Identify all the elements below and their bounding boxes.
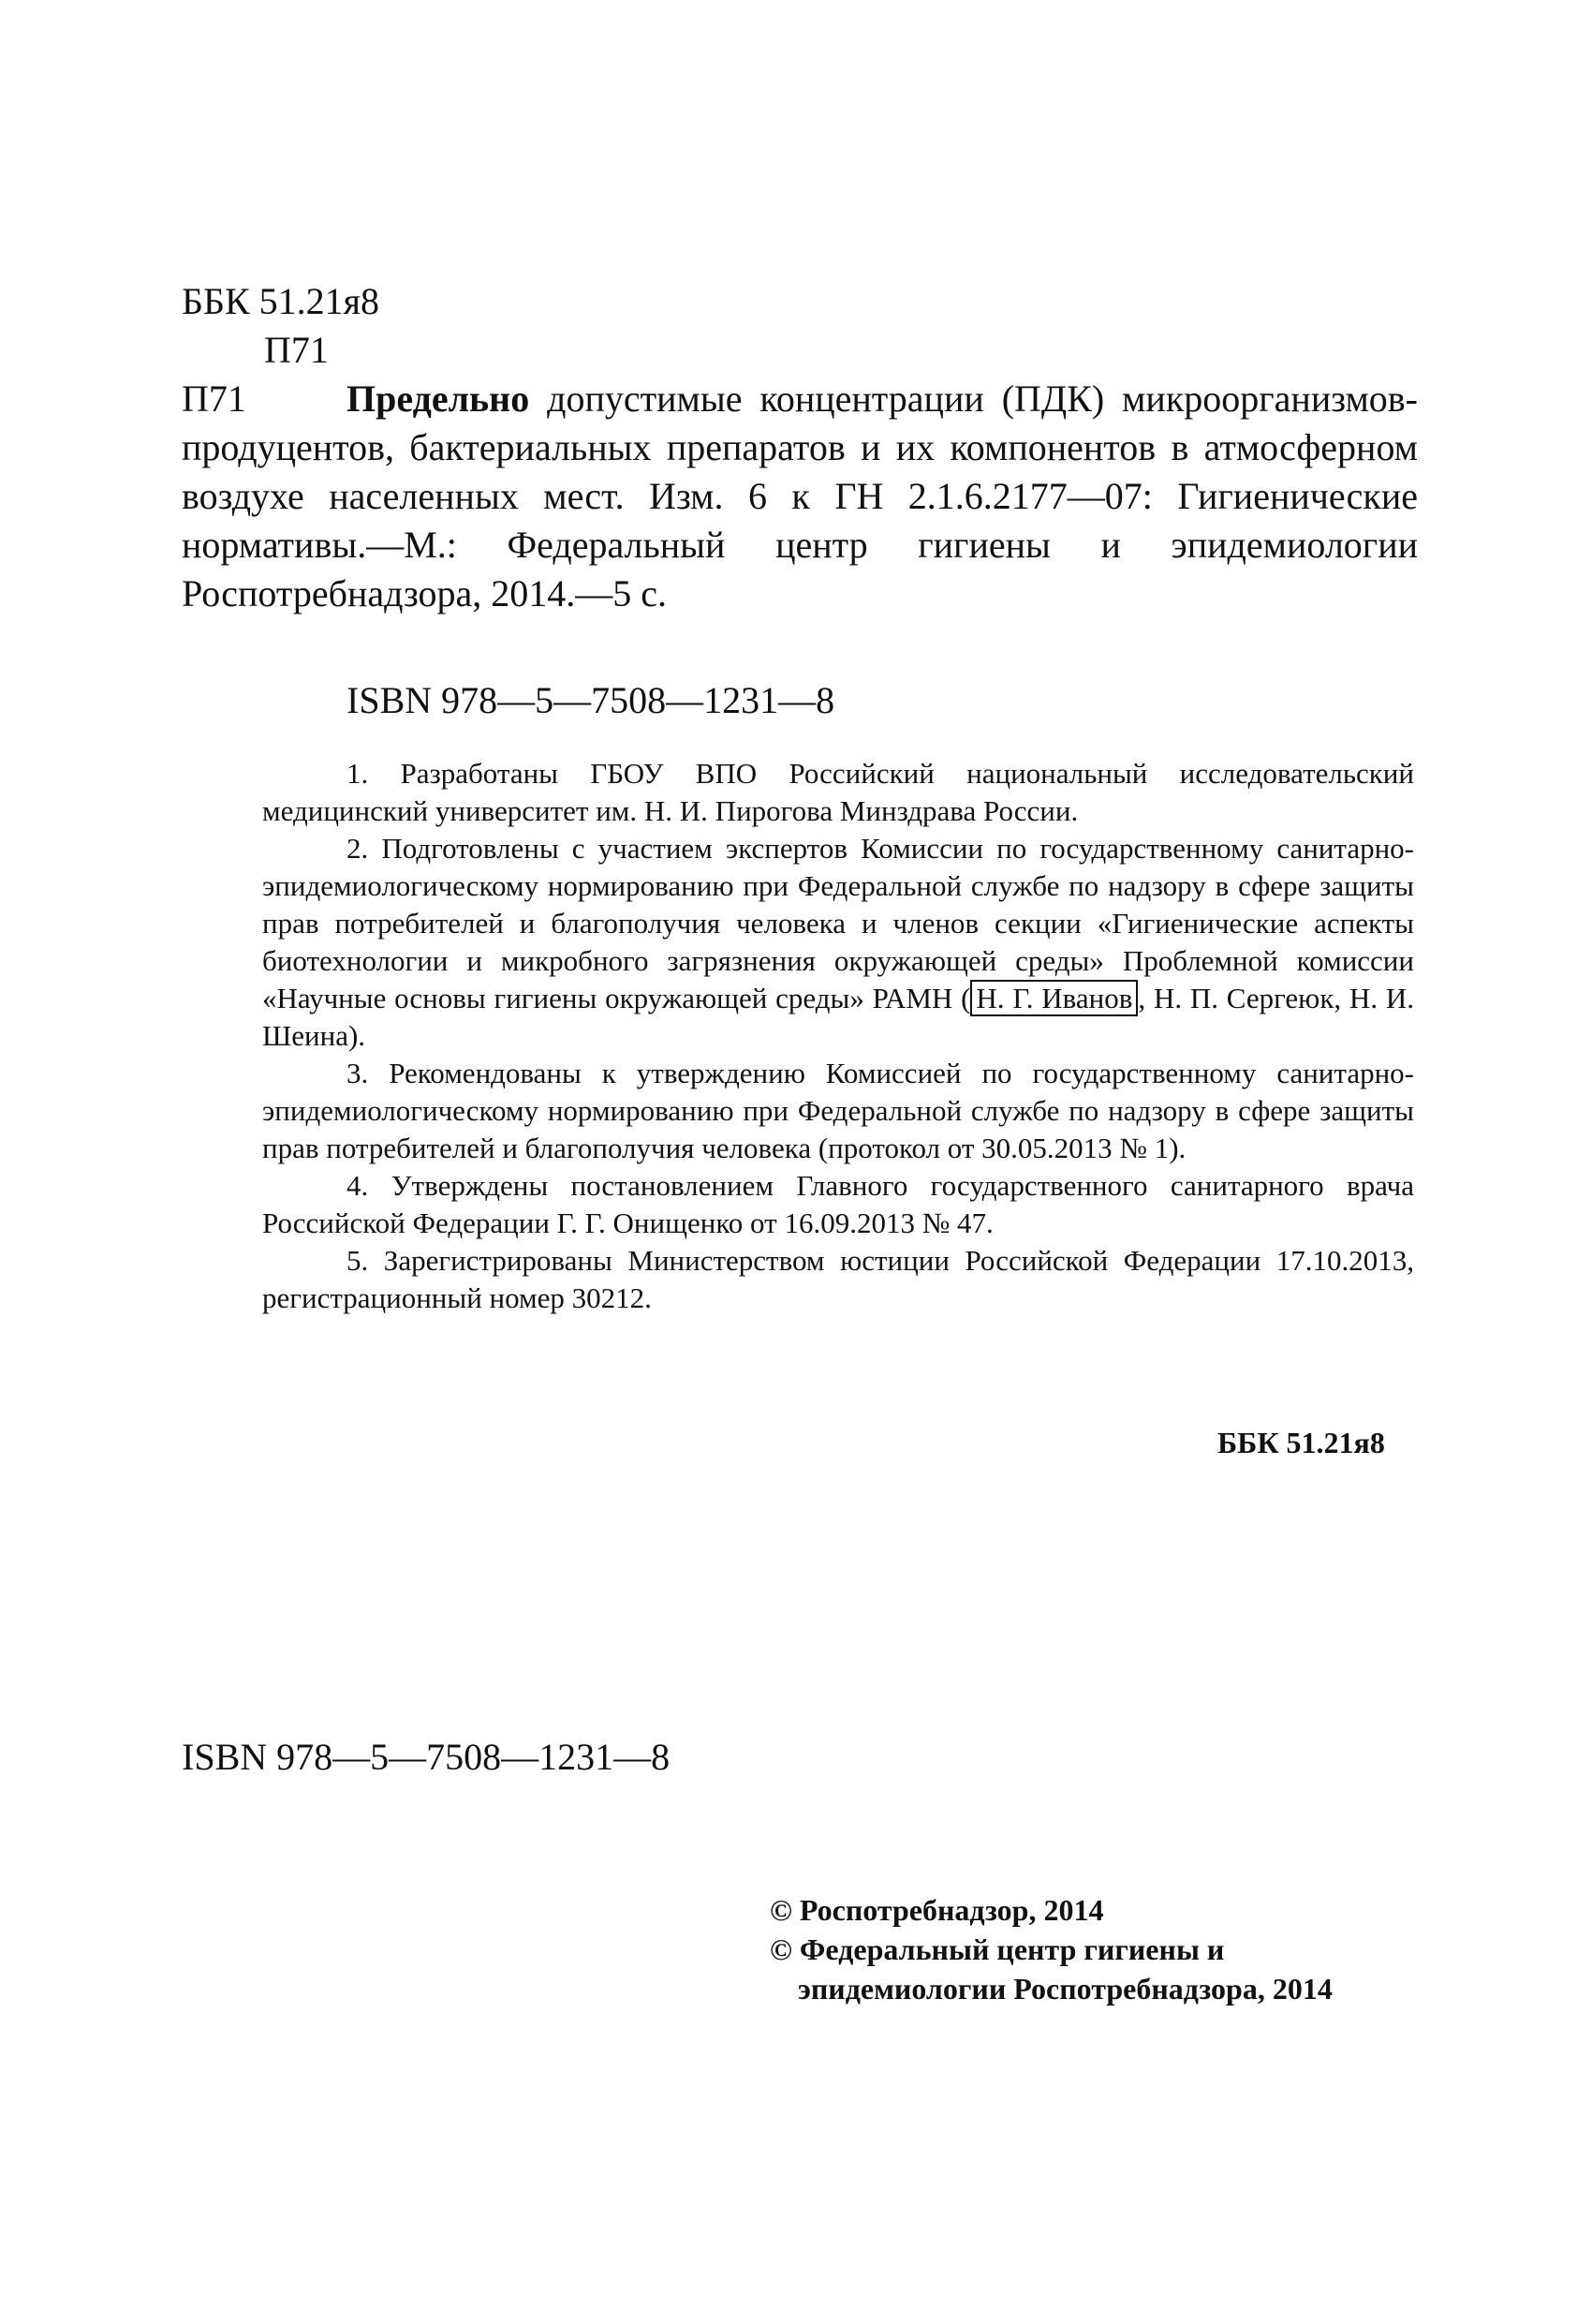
note-developed: 1. Разработаны ГБОУ ВПО Российский национальный исследовательский медицинский университет им. Н. И. Пирогова Минздрава России. [262, 757, 1414, 827]
note-registered: 5. Зарегистрированы Министерством юстиции Российской Федерации 17.10.2013, регистрационный номер 30212. [262, 1244, 1414, 1314]
note-prepared-boxed-name: Н. Г. Иванов [970, 980, 1138, 1016]
copyright-federal-center: © Федеральный центр гигиены и [770, 1932, 1225, 1966]
note-recommended: 3. Рекомендованы к утверждению Комиссией по государственному санитарно-эпидемиологическому нормированию при Федеральной службе по надзору в сфере защиты прав потребителей и благополучия человека (протокол от 30.05.2013 № 1). [262, 1057, 1414, 1164]
bbk-code: ББК 51.21я8 [182, 280, 380, 322]
copyright-block [770, 1890, 1333, 2008]
note-prepared-text: 2. Подготовлены с участием экспертов Комиссии по государственному санитарно-эпидемиологическому нормированию при Федеральной службе по надзору в сфере защиты прав потребителей и благополучия человека и членов секции «Гигиенические аспекты биотехнологии и микробного загрязнения окружающей среды» Проблемной комиссии «Научные основы гигиены окружающей среды» РАМН ( [262, 832, 1414, 1014]
publication-notes [262, 755, 1414, 1317]
entry-author-sign: П71 [182, 377, 246, 420]
isbn-bottom: ISBN 978—5—7508—1231—8 [182, 1736, 671, 1778]
copyright-rospotrebnadzor: © Роспотребнадзор, 2014 [770, 1893, 1104, 1927]
note-prepared-tail: , Н. П. Сергеюк, Н. И. Шеина). [262, 982, 1414, 1052]
bbk-classification [182, 277, 379, 375]
entry-lead-word: Предельно [346, 377, 530, 420]
note-prepared [262, 830, 1414, 1055]
note-approved: 4. Утверждены постановлением Главного государственного санитарного врача Российской Федерации Г. Г. Онищенко от 16.09.2013 № 47. [262, 1169, 1414, 1239]
isbn-main: ISBN 978—5—7508—1231—8 [346, 679, 835, 721]
entry-body: допустимые концентрации (ПДК) микроорганизмов-продуцентов, бактериальных препаратов и их компонентов в атмосферном воздухе населенных мест. Изм. 6 к ГН 2.1.6.2177—07: Гигиенические нормативы.—М.: Федеральный центр гигиены и эпидемиологии Роспотребнадзора, 2014.—5 с. [182, 377, 1418, 614]
bibliographic-entry [182, 375, 1418, 618]
copyright-federal-center-cont: эпидемиологии Роспотребнадзора, 2014 [798, 1972, 1333, 2006]
author-sign: П71 [264, 329, 329, 371]
entry-description [182, 375, 1418, 618]
bbk-code-bottom: ББК 51.21я8 [1217, 1426, 1385, 1459]
